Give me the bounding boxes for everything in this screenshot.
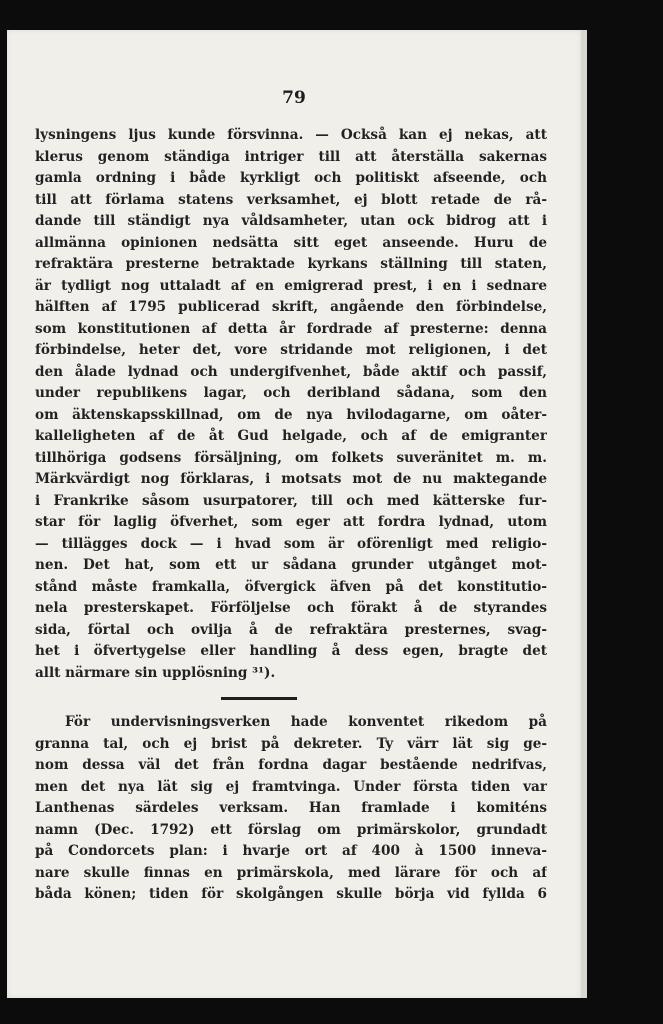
text-line: på Condorcets plan: i hvarje ort af 400 à 1500 inneva- [35, 843, 547, 859]
text-line: klerus genom ständiga intriger till att återställa sakernas [35, 148, 547, 165]
text-line: Märkvärdigt nog förklaras, i motsats mot de nu maktegande [35, 471, 547, 487]
text-line: het i öfvertygelse eller handling å dess egen, bragte det [35, 643, 547, 659]
text-line: kalleligheten af de åt Gud helgade, och af de emigranter [35, 428, 547, 444]
page-number: 79 [282, 88, 306, 108]
text-line: den ålade lydnad och undergifvenhet, både aktif och passif, [35, 363, 547, 380]
text-line: är tydligt nog uttaladt af en emigrerad prest, i en i sednare [35, 277, 547, 294]
text-line: nom dessa väl det från fordna dagar bestående nedrifvas, [35, 757, 547, 773]
section-separator [221, 697, 297, 700]
text-line: förbindelse, heter det, vore stridande mot religionen, i det [35, 342, 547, 358]
paragraph-2 [35, 712, 547, 906]
text-line: — tillägges dock — i hvad som är oförenligt med religio- [35, 535, 547, 552]
text-line: sida, förtal och ovilja å de refraktära presternes, svag- [35, 621, 547, 638]
text-line: gamla ordning i både kyrkligt och politiskt afseende, och [35, 170, 547, 186]
text-line: i Frankrike såsom usurpatorer, till och med kätterske fur- [35, 492, 547, 509]
text-line: allt närmare sin upplösning ³¹). [35, 664, 276, 681]
text-line: nare skulle finnas en primärskola, med lärare för och af [35, 864, 547, 881]
text-line: båda könen; tiden för skolgången skulle börja vid fyllda 6 [35, 886, 547, 902]
text-line: nen. Det hat, som ett ur sådana grunder utgånget mot- [35, 557, 547, 573]
text-line: om äktenskapsskillnad, om de nya hvilodagarne, om oåter- [35, 406, 547, 423]
text-line: tillhöriga godsens försäljning, om folkets suveränitet m. m. [35, 449, 547, 466]
text-line: till att förlama statens verksamhet, ej blott retade de rå- [35, 191, 547, 208]
text-line: nela presterskapet. Förföljelse och förakt å de styrandes [35, 600, 547, 616]
text-line: som konstitutionen af detta år fordrade af presterne: denna [35, 320, 547, 337]
text-line: lysningens ljus kunde försvinna. — Också kan ej nekas, att [35, 127, 547, 143]
book-page [7, 30, 581, 998]
page-edge-strip [581, 30, 587, 998]
text-line: stånd måste framkalla, öfvergick äfven på det konstitutio- [35, 578, 547, 595]
text-line: under republikens lagar, och deribland sådana, som den [35, 385, 547, 401]
paragraph-1 [35, 125, 547, 684]
text-line: refraktära presterne betraktade kyrkans ställning till staten, [35, 256, 547, 272]
text-line: dande till ständigt nya våldsamheter, utan ock bidrog att i [35, 213, 547, 229]
text-line: granna tal, och ej brist på dekreter. Ty värr lät sig ge- [35, 735, 547, 752]
text-line: namn (Dec. 1792) ett förslag om primärskolor, grundadt [35, 821, 547, 838]
text-line: hälften af 1795 publicerad skrift, angående den förbindelse, [35, 299, 547, 315]
text-line: För undervisningsverken hade konventet rikedom på [65, 714, 547, 730]
text-line: star för laglig öfverhet, som eger att fordra lydnad, utom [35, 514, 547, 530]
text-line: men det nya lät sig ej framtvinga. Under första tiden var [35, 778, 547, 795]
text-line: Lanthenas särdeles verksam. Han framlade i komiténs [35, 800, 547, 816]
text-line: allmänna opinionen nedsätta sitt eget anseende. Huru de [35, 234, 547, 251]
